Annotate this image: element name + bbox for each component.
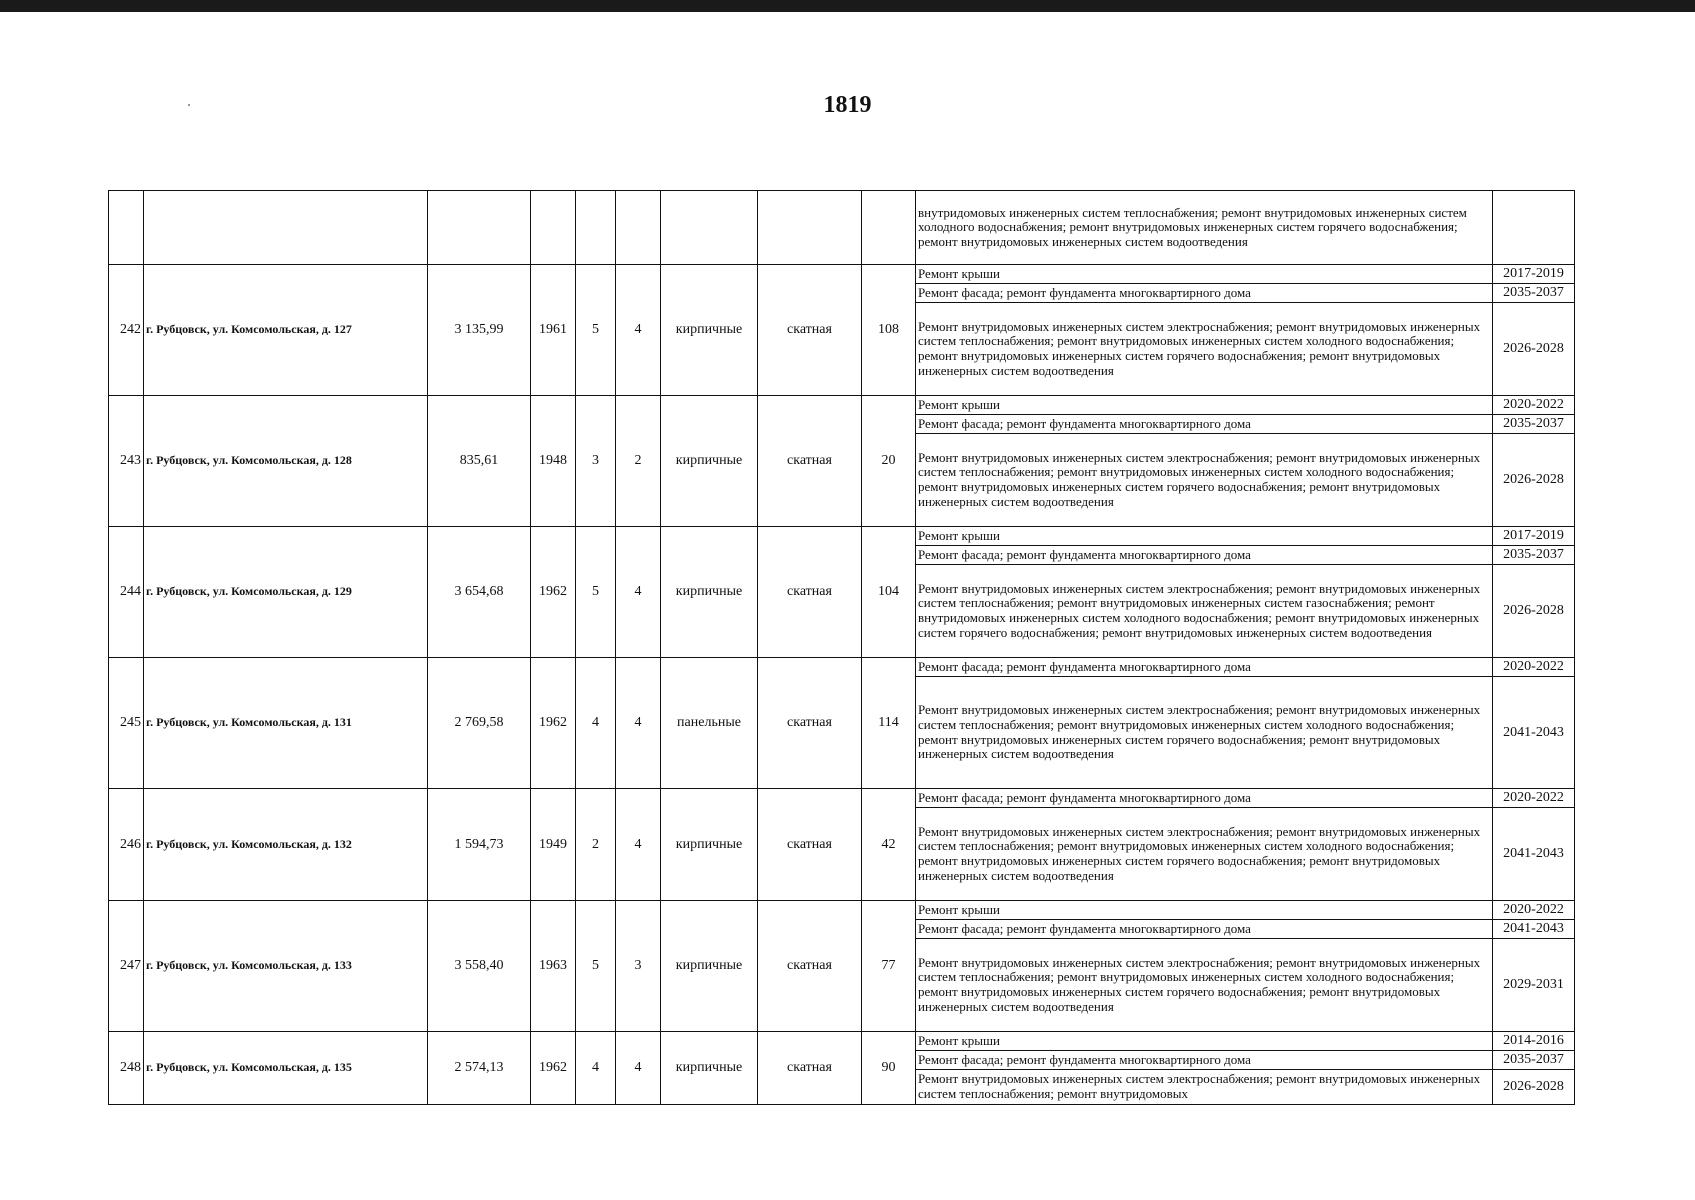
record-area: 3 135,99	[428, 265, 531, 396]
record-floors: 2	[576, 789, 616, 901]
repair-period: 2041-2043	[1493, 808, 1575, 901]
empty-cell	[576, 191, 616, 265]
record-wall-material: кирпичные	[661, 396, 758, 527]
record-address: г. Рубцовск, ул. Комсомольская, д. 129	[144, 527, 428, 658]
repair-period: 2026-2028	[1493, 303, 1575, 396]
repair-period: 2020-2022	[1493, 789, 1575, 808]
record-number: 244	[109, 527, 144, 658]
record-entrances: 4	[616, 789, 661, 901]
repair-work-text: Ремонт фасада; ремонт фундамента многоквартирного дома	[916, 789, 1493, 808]
empty-cell	[616, 191, 661, 265]
record-number: 245	[109, 658, 144, 789]
scan-edge-bar	[0, 0, 1695, 12]
table-body	[109, 191, 1575, 1105]
page-number: 1819	[823, 92, 872, 118]
record-floors: 3	[576, 396, 616, 527]
repair-period: 2035-2037	[1493, 415, 1575, 434]
record-number: 242	[109, 265, 144, 396]
record-area: 3 654,68	[428, 527, 531, 658]
record-address: г. Рубцовск, ул. Комсомольская, д. 133	[144, 901, 428, 1032]
empty-cell	[862, 191, 916, 265]
record-wall-material: кирпичные	[661, 1032, 758, 1105]
record-year: 1962	[531, 527, 576, 658]
repair-work-text: Ремонт крыши	[916, 901, 1493, 920]
repair-period: 2026-2028	[1493, 434, 1575, 527]
record-address: г. Рубцовск, ул. Комсомольская, д. 135	[144, 1032, 428, 1105]
empty-cell	[661, 191, 758, 265]
carryover-period	[1493, 191, 1575, 265]
record-roof-type: скатная	[758, 396, 862, 527]
record-address: г. Рубцовск, ул. Комсомольская, д. 131	[144, 658, 428, 789]
table-row	[109, 527, 1575, 546]
record-floors: 5	[576, 527, 616, 658]
record-entrances: 4	[616, 1032, 661, 1105]
record-year: 1963	[531, 901, 576, 1032]
repair-work-text: Ремонт внутридомовых инженерных систем электроснабжения; ремонт внутридомовых инженерных систем теплоснабжения; ремонт внутридомовых инженерных систем холодного водоснабжения; ремонт внутридомовых инженерных систем горячего водоснабжения; ремонт внутридомовых инженерных систем водоотведения	[916, 303, 1493, 396]
record-number: 248	[109, 1032, 144, 1105]
repair-work-text: Ремонт фасада; ремонт фундамента многоквартирного дома	[916, 920, 1493, 939]
record-entrances: 3	[616, 901, 661, 1032]
record-year: 1961	[531, 265, 576, 396]
repair-work-text: Ремонт внутридомовых инженерных систем электроснабжения; ремонт внутридомовых инженерных систем теплоснабжения; ремонт внутридомовых	[916, 1070, 1493, 1105]
repair-work-text: Ремонт крыши	[916, 265, 1493, 284]
record-roof-type: скатная	[758, 1032, 862, 1105]
record-number: 247	[109, 901, 144, 1032]
record-address: г. Рубцовск, ул. Комсомольская, д. 127	[144, 265, 428, 396]
record-floors: 5	[576, 265, 616, 396]
carryover-row	[109, 191, 1575, 265]
repair-period: 2017-2019	[1493, 265, 1575, 284]
repair-period: 2035-2037	[1493, 1051, 1575, 1070]
record-area: 2 769,58	[428, 658, 531, 789]
record-number: 246	[109, 789, 144, 901]
record-wall-material: кирпичные	[661, 901, 758, 1032]
table-row	[109, 789, 1575, 808]
table-row	[109, 901, 1575, 920]
record-residents: 114	[862, 658, 916, 789]
record-floors: 4	[576, 1032, 616, 1105]
repair-work-text: Ремонт фасада; ремонт фундамента многоквартирного дома	[916, 546, 1493, 565]
record-residents: 108	[862, 265, 916, 396]
repair-work-text: Ремонт фасада; ремонт фундамента многоквартирного дома	[916, 1051, 1493, 1070]
repair-period: 2020-2022	[1493, 658, 1575, 677]
record-wall-material: панельные	[661, 658, 758, 789]
record-roof-type: скатная	[758, 789, 862, 901]
repair-period: 2017-2019	[1493, 527, 1575, 546]
record-wall-material: кирпичные	[661, 789, 758, 901]
record-year: 1962	[531, 1032, 576, 1105]
repair-period: 2041-2043	[1493, 677, 1575, 789]
record-wall-material: кирпичные	[661, 265, 758, 396]
repair-period: 2020-2022	[1493, 901, 1575, 920]
record-entrances: 4	[616, 265, 661, 396]
record-roof-type: скатная	[758, 658, 862, 789]
repair-work-text: Ремонт внутридомовых инженерных систем электроснабжения; ремонт внутридомовых инженерных систем теплоснабжения; ремонт внутридомовых инженерных систем холодного водоснабжения; ремонт внутридомовых инженерных систем горячего водоснабжения; ремонт внутридомовых инженерных систем водоотведения	[916, 808, 1493, 901]
record-wall-material: кирпичные	[661, 527, 758, 658]
record-year: 1948	[531, 396, 576, 527]
record-residents: 104	[862, 527, 916, 658]
empty-cell	[758, 191, 862, 265]
repair-period: 2020-2022	[1493, 396, 1575, 415]
repair-work-text: Ремонт внутридомовых инженерных систем электроснабжения; ремонт внутридомовых инженерных систем теплоснабжения; ремонт внутридомовых инженерных систем холодного водоснабжения; ремонт внутридомовых инженерных систем горячего водоснабжения; ремонт внутридомовых инженерных систем водоотведения	[916, 677, 1493, 789]
record-area: 835,61	[428, 396, 531, 527]
table-row	[109, 1032, 1575, 1051]
table-row	[109, 265, 1575, 284]
repair-period: 2035-2037	[1493, 546, 1575, 565]
record-roof-type: скатная	[758, 527, 862, 658]
record-entrances: 4	[616, 527, 661, 658]
repair-work-text: Ремонт внутридомовых инженерных систем электроснабжения; ремонт внутридомовых инженерных систем теплоснабжения; ремонт внутридомовых инженерных систем газоснабжения; ремонт внутридомовых инженерных систем холодного водоснабжения; ремонт внутридомовых инженерных систем горячего водоснабжения; ремонт внутридомовых инженерных систем водоотведения	[916, 565, 1493, 658]
record-roof-type: скатная	[758, 265, 862, 396]
repair-work-text: Ремонт крыши	[916, 396, 1493, 415]
empty-cell	[531, 191, 576, 265]
repair-period: 2014-2016	[1493, 1032, 1575, 1051]
record-entrances: 4	[616, 658, 661, 789]
empty-cell	[109, 191, 144, 265]
repair-period: 2029-2031	[1493, 939, 1575, 1032]
repair-work-text: Ремонт внутридомовых инженерных систем электроснабжения; ремонт внутридомовых инженерных систем теплоснабжения; ремонт внутридомовых инженерных систем холодного водоснабжения; ремонт внутридомовых инженерных систем горячего водоснабжения; ремонт внутридомовых инженерных систем водоотведения	[916, 434, 1493, 527]
housing-repair-table	[108, 190, 1575, 1105]
repair-work-text: Ремонт фасада; ремонт фундамента многоквартирного дома	[916, 284, 1493, 303]
record-address: г. Рубцовск, ул. Комсомольская, д. 132	[144, 789, 428, 901]
table-row	[109, 396, 1575, 415]
empty-cell	[144, 191, 428, 265]
carryover-works-text: внутридомовых инженерных систем теплоснабжения; ремонт внутридомовых инженерных систем холодного водоснабжения; ремонт внутридомовых инженерных систем горячего водоснабжения; ремонт внутридомовых инженерных систем водоотведения	[916, 191, 1493, 265]
record-entrances: 2	[616, 396, 661, 527]
repair-period: 2041-2043	[1493, 920, 1575, 939]
repair-period: 2035-2037	[1493, 284, 1575, 303]
record-area: 1 594,73	[428, 789, 531, 901]
table-row	[109, 658, 1575, 677]
record-residents: 90	[862, 1032, 916, 1105]
record-roof-type: скатная	[758, 901, 862, 1032]
repair-work-text: Ремонт фасада; ремонт фундамента многоквартирного дома	[916, 658, 1493, 677]
record-year: 1962	[531, 658, 576, 789]
repair-work-text: Ремонт фасада; ремонт фундамента многоквартирного дома	[916, 415, 1493, 434]
record-year: 1949	[531, 789, 576, 901]
record-area: 3 558,40	[428, 901, 531, 1032]
repair-work-text: Ремонт крыши	[916, 527, 1493, 546]
empty-cell	[428, 191, 531, 265]
repair-work-text: Ремонт крыши	[916, 1032, 1493, 1051]
record-number: 243	[109, 396, 144, 527]
record-area: 2 574,13	[428, 1032, 531, 1105]
record-floors: 5	[576, 901, 616, 1032]
repair-work-text: Ремонт внутридомовых инженерных систем электроснабжения; ремонт внутридомовых инженерных систем теплоснабжения; ремонт внутридомовых инженерных систем холодного водоснабжения; ремонт внутридомовых инженерных систем горячего водоснабжения; ремонт внутридомовых инженерных систем водоотведения	[916, 939, 1493, 1032]
record-floors: 4	[576, 658, 616, 789]
repair-period: 2026-2028	[1493, 565, 1575, 658]
repair-period: 2026-2028	[1493, 1070, 1575, 1105]
record-residents: 20	[862, 396, 916, 527]
record-residents: 42	[862, 789, 916, 901]
record-address: г. Рубцовск, ул. Комсомольская, д. 128	[144, 396, 428, 527]
record-residents: 77	[862, 901, 916, 1032]
